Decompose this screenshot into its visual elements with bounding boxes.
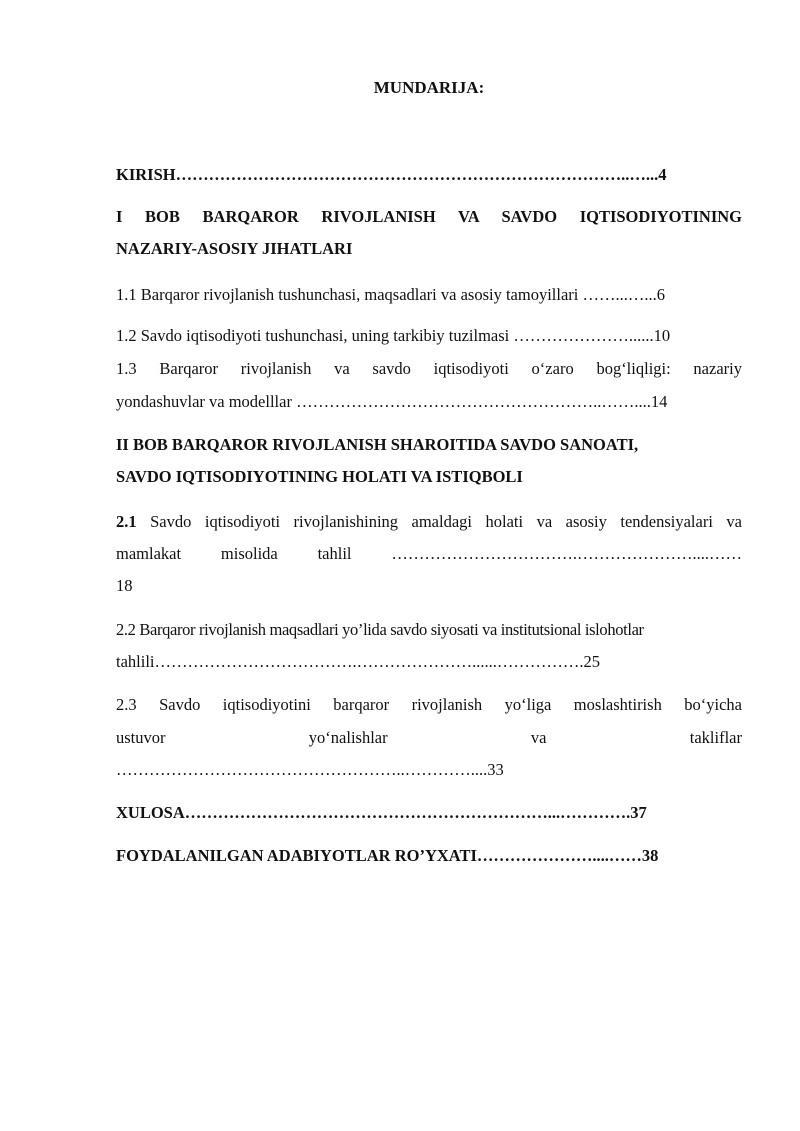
toc-entry-2-1-line-1 <box>116 505 742 538</box>
toc-chapter-2-line-1: II BOB BARQAROR RIVOJLANISH SHAROITIDA SAVDO SANOATI, <box>116 435 639 454</box>
toc-entry-2-2-line-2: tahlili……………………………….…………………......…………….25 <box>116 652 600 671</box>
toc-entry-xulosa: XULOSA…………………………………………………………...………….37 <box>116 803 647 822</box>
toc-entry-2-1-line-2: mamlakat misolida tahlil …………………………….…………………....…… <box>116 544 742 563</box>
toc-entry-kirish: KIRISH………………………………………………………………………..…...4 <box>116 165 667 184</box>
toc-entry-2-1-number: 2.1 <box>116 512 137 531</box>
toc-entry-2-1-page: 18 <box>116 576 133 595</box>
toc-entry-adabiyotlar: FOYDALANILGAN ADABIYOTLAR RO’YXATI…………………....……38 <box>116 846 659 865</box>
toc-entry-2-3-line-1: 2.3 Savdo iqtisodiyotini barqaror rivojlanish yo‘liga moslashtirish bo‘yicha <box>116 695 742 714</box>
toc-entry-1-2: 1.2 Savdo iqtisodiyoti tushunchasi, uning tarkibiy tuzilmasi …………………......10 <box>116 326 671 345</box>
toc-entry-2-1-text: Savdo iqtisodiyoti rivojlanishining amaldagi holati va asosiy tendensiyalari va <box>136 512 742 531</box>
toc-entry-2-3-line-3: ……………………………………………..…………....33 <box>116 760 504 779</box>
toc-chapter-2-line-2: SAVDO IQTISODIYOTINING HOLATI VA ISTIQBOLI <box>116 467 523 486</box>
toc-chapter-1-line-1: I BOB BARQAROR RIVOJLANISH VA SAVDO IQTISODIYOTINING <box>116 207 742 226</box>
toc-entry-2-2-line-1: 2.2 Barqaror rivojlanish maqsadlari yo’lida savdo siyosati va institutsional islohotlar <box>116 620 644 639</box>
toc-chapter-1-line-2: NAZARIY-ASOSIY JIHATLARI <box>116 239 353 258</box>
toc-entry-1-3-line-1: 1.3 Barqaror rivojlanish va savdo iqtisodiyoti o‘zaro bog‘liqligi: nazariy <box>116 359 742 378</box>
toc-entry-1-1: 1.1 Barqaror rivojlanish tushunchasi, maqsadlari va asosiy tamoyillari ……...…...6 <box>116 285 665 304</box>
toc-entry-1-3-line-2: yondashuvlar va modelllar ………………………………………………..……....14 <box>116 392 668 411</box>
page-title: MUNDARIJA: <box>373 78 485 97</box>
toc-entry-2-3-line-2: ustuvor yo‘nalishlar va takliflar <box>116 728 742 747</box>
